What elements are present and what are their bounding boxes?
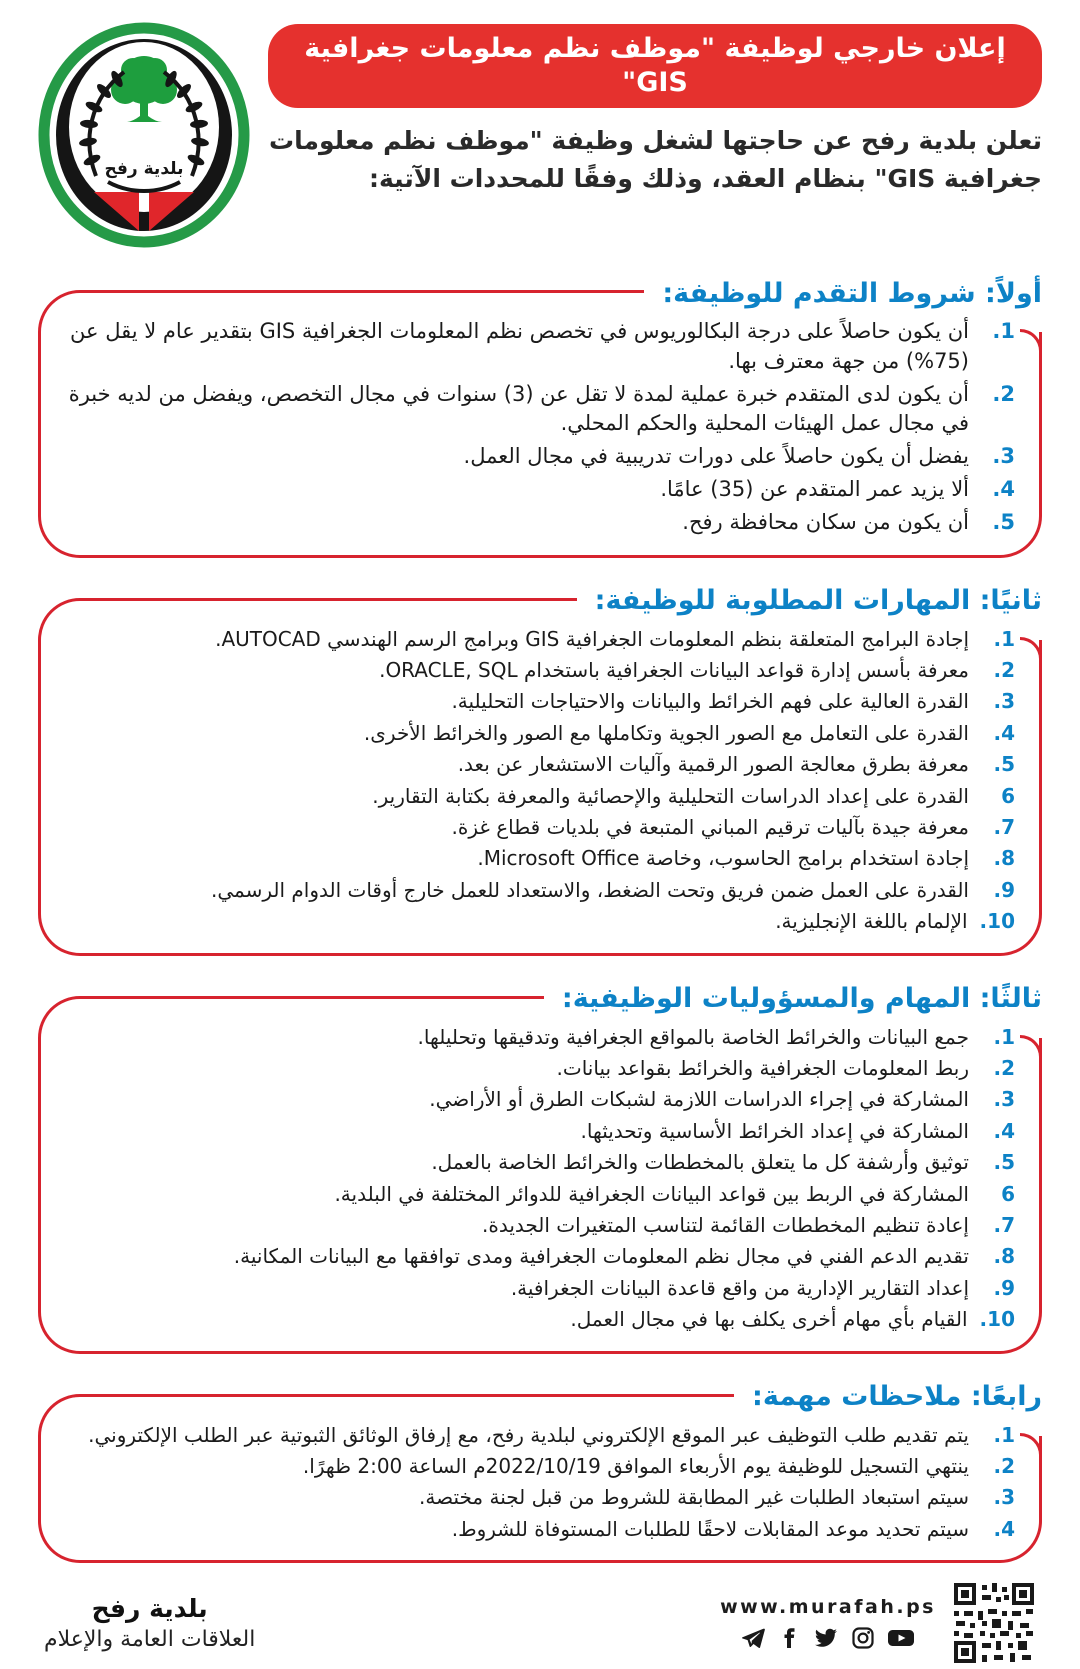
item-number: 7. (993, 1212, 1015, 1237)
item-number: 4. (993, 720, 1015, 745)
item-number: 8. (993, 846, 1015, 871)
list-item (67, 1180, 1015, 1208)
section-heading (644, 273, 1042, 313)
item-number: 2. (993, 658, 1015, 683)
list-item (67, 625, 1015, 653)
header-main (268, 24, 1042, 199)
list-item (67, 1483, 1015, 1511)
section-heading-text: أولاً: شروط التقدم للوظيفة: (662, 277, 1042, 309)
title-banner (268, 24, 1042, 108)
list-item (67, 508, 1015, 538)
item-text: معرفة بأسس إدارة قواعد البيانات الجغرافية باستخدام ORACLE, SQL. (379, 658, 969, 683)
item-number: 1. (993, 1422, 1015, 1447)
item-text: القدرة على العمل ضمن فريق وتحت الضغط، والاستعداد للعمل خارج أوقات الدوام الرسمي. (211, 877, 969, 902)
item-number: 8. (993, 1244, 1015, 1269)
item-text: إجادة البرامج المتعلقة بنظم المعلومات الجغرافية GIS وبرامج الرسم الهندسي AUTOCAD. (215, 626, 969, 651)
item-number: 2. (992, 381, 1015, 406)
item-text: المشاركة في إعداد الخرائط الأساسية وتحديثها. (580, 1118, 969, 1143)
section-box (38, 585, 1042, 956)
item-number: 1. (993, 1024, 1015, 1049)
youtube-icon[interactable] (887, 1626, 915, 1650)
item-text: أن يكون لدى المتقدم خبرة عملية لمدة لا تقل عن (3) سنوات في مجال التخصص، ويفضل من لديه خبرة في مجال عمل الهيئات المحلية والحكم المحلي. (68, 381, 969, 436)
section-heading-text: رابعًا: ملاحظات مهمة: (752, 1381, 1042, 1412)
item-number: 5. (993, 1150, 1015, 1175)
list-item (67, 907, 1015, 935)
section-heading (577, 581, 1042, 621)
item-text: إجادة استخدام برامج الحاسوب، وخاصة Microsoft Office. (477, 846, 969, 871)
telegram-icon[interactable] (741, 1626, 765, 1650)
item-text: سيتم استبعاد الطلبات غير المطابقة للشروط من قبل لجنة مختصة. (419, 1485, 969, 1510)
section-items (67, 317, 1015, 538)
item-number: 9. (993, 1275, 1015, 1300)
municipality-logo (38, 24, 250, 250)
list-item (67, 1148, 1015, 1176)
section-application-conditions (38, 277, 1042, 558)
website-link[interactable]: www.murafah.ps (720, 1596, 936, 1619)
list-item (67, 687, 1015, 715)
list-item (67, 1211, 1015, 1239)
item-number: 10. (979, 1307, 1015, 1332)
qr-code (952, 1581, 1036, 1665)
list-item (67, 1085, 1015, 1113)
footer-org-block (44, 1594, 255, 1652)
item-text: معرفة جيدة بآليات ترقيم المباني المتبعة في بلديات قطاع غزة. (451, 815, 969, 840)
section-heading (544, 979, 1042, 1019)
item-text: أن يكون حاصلاً على درجة البكالوريوس في تخصص نظم المعلومات الجغرافية GIS بتقدير عام لا يقل عن (75%) من جهة معترف بها. (70, 319, 969, 373)
item-number: 3. (993, 1485, 1015, 1510)
item-number: 9. (993, 877, 1015, 902)
item-text: معرفة بطرق معالجة الصور الرقمية وآليات الاستشعار عن بعد. (457, 752, 969, 777)
item-number: 1. (993, 626, 1015, 651)
item-text: إعادة تنظيم المخططات القائمة لتناسب المتغيرات الجديدة. (481, 1212, 969, 1237)
list-item (67, 1305, 1015, 1333)
item-number: 1. (992, 319, 1015, 343)
list-item (67, 380, 1015, 440)
item-text: القدرة على التعامل مع الصور الجوية وتكاملها مع الصور والخرائط الأخرى. (363, 720, 969, 745)
item-text: القدرة على إعداد الدراسات التحليلية والإحصائية والمعرفة بكتابة التقارير. (372, 783, 969, 808)
list-item (67, 1421, 1015, 1449)
section-items (67, 1421, 1015, 1544)
footer-site-block (720, 1596, 936, 1650)
item-number: 7. (993, 815, 1015, 840)
item-text: الإلمام باللغة الإنجليزية. (775, 909, 968, 934)
section-heading-text: ثانيًا: المهارات المطلوبة للوظيفة: (594, 585, 1042, 617)
footer-org-dept: العلاقات العامة والإعلام (44, 1627, 256, 1653)
footer-org-name: بلدية رفح (91, 1594, 208, 1624)
list-item (67, 656, 1015, 684)
header (38, 24, 1042, 250)
item-number: 3. (993, 1087, 1015, 1112)
item-number: 5. (992, 509, 1015, 534)
item-text: ينتهي التسجيل للوظيفة يوم الأربعاء الموافق 2022/10/19م الساعة 2:00 ظهرًا. (302, 1453, 969, 1478)
item-number: 3. (993, 689, 1015, 714)
section-box (38, 1381, 1042, 1564)
section-duties-responsibilities (38, 983, 1042, 1354)
item-text: يتم تقديم طلب التوظيف عبر الموقع الإلكتروني لبلدية رفح، مع إرفاق الوثائق الثبوتية عبر الطلب الإلكتروني. (88, 1422, 969, 1447)
section-heading-text: ثالثًا: المهام والمسؤوليات الوظيفية: (561, 983, 1042, 1015)
item-number: 10. (979, 909, 1015, 934)
section-box (38, 983, 1042, 1354)
list-item (67, 750, 1015, 778)
item-text: القدرة العالية على فهم الخرائط والبيانات والاحتياجات التحليلية. (451, 689, 969, 714)
item-text: سيتم تحديد موعد المقابلات لاحقًا للطلبات المستوفاة للشروط. (451, 1516, 969, 1541)
item-text: إعداد التقارير الإدارية من واقع قاعدة البيانات الجغرافية. (510, 1275, 969, 1300)
rafah-municipality-logo-icon (38, 24, 250, 246)
section-heading (734, 1377, 1042, 1417)
item-number: 6 (1001, 1181, 1015, 1206)
section-items (67, 1023, 1015, 1334)
list-item (67, 442, 1015, 472)
list-item (67, 813, 1015, 841)
list-item (67, 1515, 1015, 1543)
list-item (67, 782, 1015, 810)
list-item (67, 876, 1015, 904)
list-item (67, 1023, 1015, 1051)
item-text: المشاركة في الربط بين قواعد البيانات الجغرافية للدوائر المختلفة في البلدية. (334, 1181, 969, 1206)
item-number: 4. (993, 1118, 1015, 1143)
item-text: ربط المعلومات الجغرافية والخرائط بقواعد بيانات. (556, 1055, 969, 1080)
instagram-icon[interactable] (851, 1626, 875, 1650)
item-text: توثيق وأرشفة كل ما يتعلق بالمخططات والخرائط الخاصة بالعمل. (431, 1150, 969, 1175)
section-box (38, 277, 1042, 558)
facebook-icon[interactable] (777, 1626, 801, 1650)
item-number: 2. (993, 1453, 1015, 1478)
section-items (67, 625, 1015, 936)
item-text: أن يكون من سكان محافظة رفح. (682, 509, 969, 534)
list-item (67, 719, 1015, 747)
list-item (67, 475, 1015, 505)
item-text: يفضل أن يكون حاصلاً على دورات تدريبية في مجال العمل. (463, 444, 969, 469)
list-item (67, 1274, 1015, 1302)
section-required-skills (38, 585, 1042, 956)
list-item (67, 844, 1015, 872)
list-item (67, 1242, 1015, 1270)
item-number: 6 (1001, 783, 1015, 808)
item-number: 4. (993, 1516, 1015, 1541)
item-number: 3. (992, 444, 1015, 469)
item-number: 4. (992, 477, 1015, 502)
list-item (67, 1452, 1015, 1480)
page-title: إعلان خارجي لوظيفة "موظف نظم معلومات جغرافية GIS" (304, 33, 1006, 98)
item-number: 2. (993, 1055, 1015, 1080)
item-text: المشاركة في إجراء الدراسات اللازمة لشبكات الطرق أو الأراضي. (429, 1087, 969, 1112)
item-number: 5. (993, 752, 1015, 777)
item-text: القيام بأي مهام أخرى يكلف بها في مجال العمل. (570, 1307, 968, 1332)
section-important-notes (38, 1381, 1042, 1564)
item-text: تقديم الدعم الفني في مجال نظم المعلومات الجغرافية ومدى توافقها مع البيانات المكانية. (233, 1244, 969, 1269)
twitter-icon[interactable] (813, 1626, 839, 1650)
list-item (67, 1054, 1015, 1082)
item-text: جمع البيانات والخرائط الخاصة بالمواقع الجغرافية وتدقيقها وتحليلها. (417, 1024, 969, 1049)
logo-text: بلدية رفح (104, 159, 184, 179)
footer (38, 1581, 1042, 1665)
intro-paragraph: تعلن بلدية رفح عن حاجتها لشغل وظيفة "موظف نظم معلومات جغرافية GIS" بنظام العقد، وذلك وفقًا للمحددات الآتية: (269, 125, 1042, 194)
list-item (67, 1117, 1015, 1145)
social-icons-row (720, 1626, 936, 1650)
list-item (67, 317, 1015, 377)
item-text: ألا يزيد عمر المتقدم عن (35) عامًا. (660, 477, 969, 502)
